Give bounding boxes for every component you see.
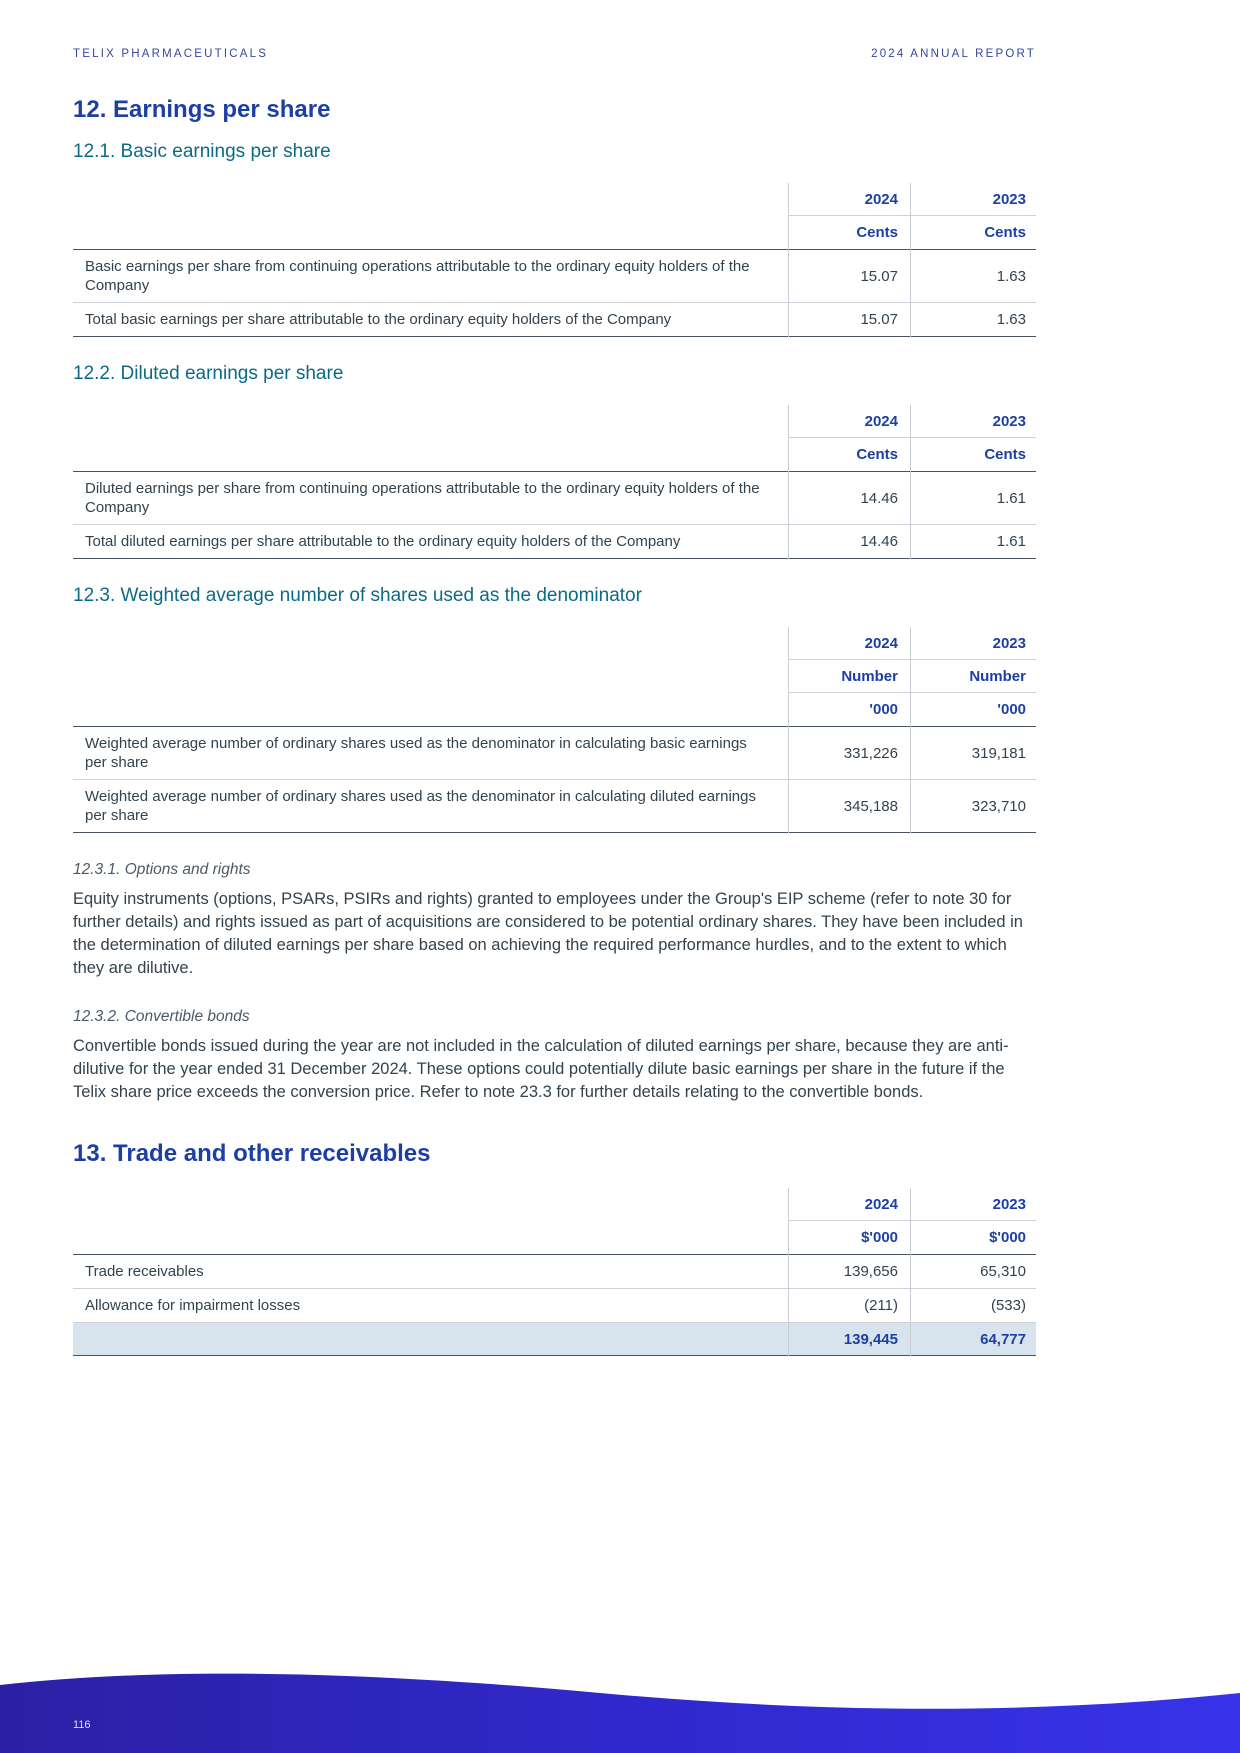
table-body xyxy=(73,249,1036,337)
unit-header-2023: Cents xyxy=(984,224,1026,241)
table-vertical-divider xyxy=(788,183,789,337)
unit-header-2023: Cents xyxy=(984,446,1026,463)
row-label: Allowance for impairment losses xyxy=(85,1297,301,1314)
row-label: Weighted average number of ordinary shares used as the denominator in calculating diluted earnings per share xyxy=(85,788,756,824)
table-body xyxy=(73,1254,1036,1356)
note-12-3-1-body: Equity instruments (options, PSARs, PSIRs and rights) granted to employees under the Group's EIP scheme (refer to note 30 for further details) and rights issued as part of acquisitions are considered to be potential ordinary shares. They have been included in the determination of diluted earnings per share based on achieving the required performance hurdles, and to the extent to which they are dilutive. xyxy=(73,890,1023,977)
table-unit-header-row xyxy=(788,438,1036,471)
table-row xyxy=(73,525,1036,559)
row-label: Weighted average number of ordinary shares used as the denominator in calculating basic earnings per share xyxy=(85,735,747,771)
table-vertical-divider xyxy=(788,405,789,559)
footer-wave xyxy=(0,1623,1240,1753)
value-2024: 345,188 xyxy=(843,797,898,815)
header-company-name: TELIX PHARMACEUTICALS xyxy=(73,48,269,60)
table-year-header-row xyxy=(788,627,1036,660)
value-2023: 65,310 xyxy=(980,1263,1026,1280)
running-header xyxy=(73,48,1036,60)
year-header-2024: 2024 xyxy=(864,190,898,208)
row-label: Basic earnings per share from continuing operations attributable to the ordinary equity holders of the Company xyxy=(85,258,750,294)
unit-header-2024: Cents xyxy=(856,224,898,241)
row-label: Diluted earnings per share from continuing operations attributable to the ordinary equity holders of the Company xyxy=(85,480,760,516)
table-row xyxy=(73,780,1036,833)
value-2024: 139,656 xyxy=(843,1263,898,1280)
table-row xyxy=(73,472,1036,525)
table-unit-header-row xyxy=(788,660,1036,693)
value-2023: 1.61 xyxy=(996,489,1026,507)
table-vertical-divider xyxy=(910,1188,911,1356)
table-row xyxy=(73,303,1036,337)
thousands-header-2024: '000 xyxy=(869,701,898,718)
page-number: 116 xyxy=(73,1719,91,1731)
value-2024: 15.07 xyxy=(860,311,898,328)
row-label: Total diluted earnings per share attributable to the ordinary equity holders of the Company xyxy=(85,533,681,550)
year-header-2024: 2024 xyxy=(864,1195,898,1213)
total-row-label xyxy=(73,1332,788,1346)
year-header-2023: 2023 xyxy=(992,634,1026,652)
value-2024: (211) xyxy=(864,1297,898,1314)
table-unit-header-row xyxy=(788,216,1036,249)
total-value-2023: 64,777 xyxy=(980,1330,1026,1348)
value-2023: 1.61 xyxy=(996,533,1026,550)
year-header-2023: 2023 xyxy=(992,412,1026,430)
table-vertical-divider xyxy=(788,1188,789,1356)
note-12-3-1-title: 12.3.1. Options and rights xyxy=(73,861,251,878)
section-12-1-title: 12.1. Basic earnings per share xyxy=(73,141,331,162)
row-label: Trade receivables xyxy=(85,1263,204,1280)
unit-header-2024: $'000 xyxy=(861,1229,898,1246)
table-thousands-header-row xyxy=(788,693,1036,726)
row-label: Total basic earnings per share attributable to the ordinary equity holders of the Company xyxy=(85,311,672,328)
value-2023: (533) xyxy=(990,1297,1026,1314)
table-vertical-divider xyxy=(910,627,911,833)
table-body xyxy=(73,726,1036,833)
table-unit-header-row xyxy=(788,1221,1036,1254)
unit-header-2024: Number xyxy=(841,667,898,685)
section-12-title: 12. Earnings per share xyxy=(73,96,331,123)
table-row xyxy=(73,250,1036,303)
table-year-header-row xyxy=(788,405,1036,438)
table-year-header-row xyxy=(788,183,1036,216)
table-row xyxy=(73,1255,1036,1289)
section-12-2-title: 12.2. Diluted earnings per share xyxy=(73,363,344,384)
table-year-header-row xyxy=(788,1188,1036,1221)
value-2024: 331,226 xyxy=(843,744,898,762)
unit-header-2023: Number xyxy=(969,667,1026,685)
thousands-header-2023: '000 xyxy=(997,701,1026,718)
table-row xyxy=(73,1289,1036,1323)
page-content xyxy=(73,0,1036,1356)
note-12-3-2-body: Convertible bonds issued during the year are not included in the calculation of diluted earnings per share, because they are anti-dilutive for the year ended 31 December 2024. These options could potentially dilute basic earnings per share in the future if the Telix share price exceeds the conversion price. Refer to note 23.3 for further details relating to the convertible bonds. xyxy=(73,1037,1009,1101)
table-vertical-divider xyxy=(910,405,911,559)
section-12-3-title: 12.3. Weighted average number of shares used as the denominator xyxy=(73,585,642,606)
value-2024: 14.46 xyxy=(860,489,898,507)
year-header-2024: 2024 xyxy=(864,634,898,652)
trade-receivables-table xyxy=(73,1188,1036,1356)
diluted-eps-table xyxy=(73,405,1036,559)
table-total-row xyxy=(73,1323,1036,1356)
table-vertical-divider xyxy=(788,627,789,833)
table-vertical-divider xyxy=(910,183,911,337)
note-12-3-2-title: 12.3.2. Convertible bonds xyxy=(73,1008,250,1025)
value-2024: 14.46 xyxy=(860,533,898,550)
value-2024: 15.07 xyxy=(860,267,898,285)
year-header-2024: 2024 xyxy=(864,412,898,430)
year-header-2023: 2023 xyxy=(992,1195,1026,1213)
basic-eps-table xyxy=(73,183,1036,337)
value-2023: 323,710 xyxy=(971,797,1026,815)
header-report-name: 2024 ANNUAL REPORT xyxy=(871,48,1036,60)
total-value-2024: 139,445 xyxy=(843,1330,898,1348)
footer-wave-graphic xyxy=(0,1623,1240,1753)
value-2023: 319,181 xyxy=(971,744,1026,762)
year-header-2023: 2023 xyxy=(992,190,1026,208)
table-body xyxy=(73,471,1036,559)
section-13-title: 13. Trade and other receivables xyxy=(73,1140,431,1167)
value-2023: 1.63 xyxy=(996,267,1026,285)
table-row xyxy=(73,727,1036,780)
value-2023: 1.63 xyxy=(996,311,1026,328)
unit-header-2024: Cents xyxy=(856,446,898,463)
unit-header-2023: $'000 xyxy=(989,1229,1026,1246)
weighted-average-shares-table xyxy=(73,627,1036,833)
